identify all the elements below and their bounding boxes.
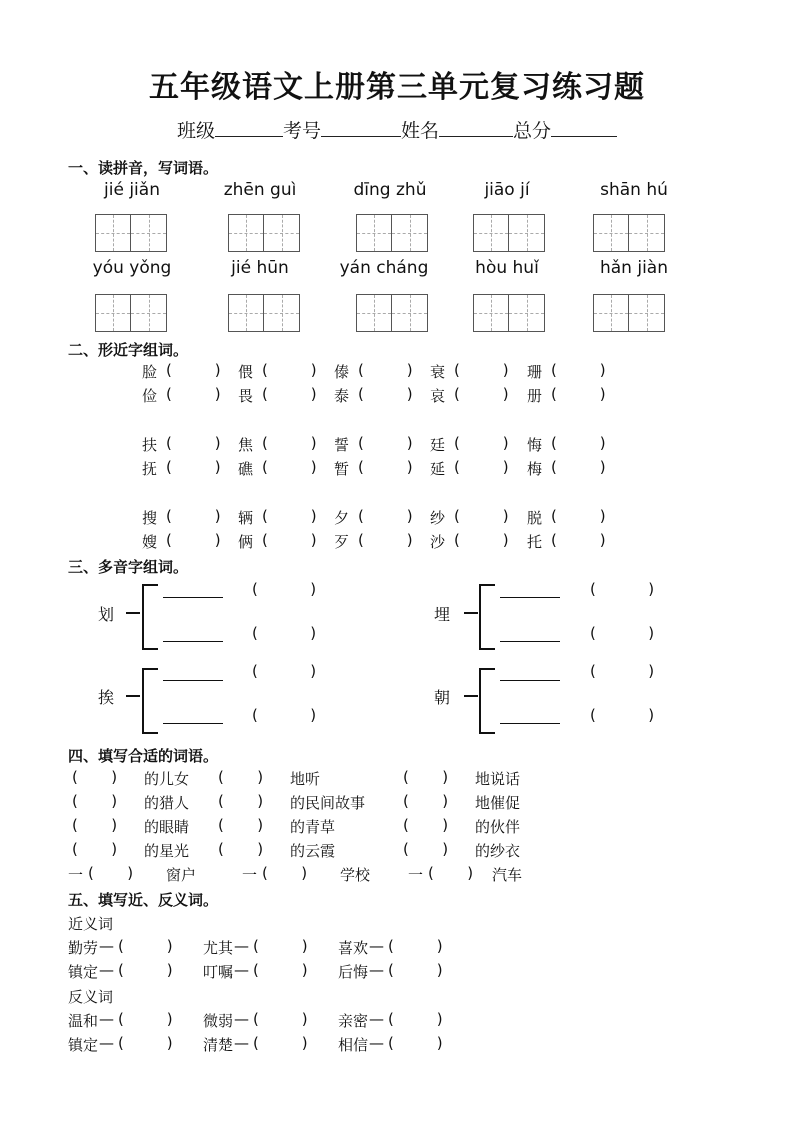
phrase-text: 的伙伴 [475,818,521,836]
answer-paren[interactable]: ( ) [388,1034,443,1052]
word-text: 喜欢 [338,939,369,957]
answer-paren[interactable]: ( ) [403,840,449,858]
dash: — [99,1010,114,1028]
pinyin-paren[interactable]: ( ) [590,580,655,598]
similar-char: 脸 [142,363,158,381]
name-field[interactable] [439,118,513,137]
dash: — [234,961,249,979]
answer-paren[interactable]: ( ) [454,361,509,379]
similar-char: 俭 [142,387,158,405]
answer-paren[interactable]: ( ) [72,792,118,810]
answer-paren[interactable]: ( ) [551,361,606,379]
answer-paren[interactable]: ( ) [166,434,221,452]
pinyin-label: yán cháng [339,258,429,278]
measure-prefix: 一 [68,866,84,884]
word-text: 微弱 [203,1012,234,1030]
similar-char: 偎 [238,363,254,381]
similar-char: 焦 [238,436,254,454]
answer-line[interactable] [163,680,223,681]
answer-line[interactable] [163,723,223,724]
similar-char: 悔 [527,436,543,454]
score-field[interactable] [551,118,617,137]
phrase-text: 的民间故事 [290,794,366,812]
answer-paren[interactable]: ( ) [358,385,413,403]
dash: — [99,937,114,955]
student-info-line [0,116,794,143]
word-text: 叮嘱 [203,963,234,981]
brace-stub [464,612,478,614]
similar-char: 礁 [238,460,254,478]
answer-paren[interactable]: ( ) [166,458,221,476]
similar-char: 抚 [142,460,158,478]
dash: — [234,1034,249,1052]
synonym-label: 近义词 [68,915,114,933]
answer-paren[interactable]: ( ) [118,1034,173,1052]
answer-paren[interactable]: ( ) [454,507,509,525]
similar-char: 歹 [334,533,350,551]
similar-char: 夕 [334,509,350,527]
answer-paren[interactable]: ( ) [358,531,413,549]
phrase-text: 窗户 [166,866,197,884]
answer-paren[interactable]: ( ) [88,864,134,882]
pinyin-label: dīng zhǔ [353,180,427,200]
similar-char: 延 [430,460,446,478]
exam-no-field[interactable] [321,118,401,137]
dash: — [234,1010,249,1028]
answer-paren[interactable]: ( ) [551,385,606,403]
word-text: 温和 [68,1012,99,1030]
brace [142,668,158,734]
tianzige-box[interactable] [593,214,665,252]
pinyin-paren[interactable]: ( ) [590,624,655,642]
similar-char: 扶 [142,436,158,454]
similar-char: 畏 [238,387,254,405]
answer-line[interactable] [500,597,560,598]
answer-line[interactable] [163,641,223,642]
answer-paren[interactable]: ( ) [403,816,449,834]
similar-char: 辆 [238,509,254,527]
dash: — [369,1034,384,1052]
pinyin-paren[interactable]: ( ) [590,706,655,724]
answer-paren[interactable]: ( ) [166,507,221,525]
answer-paren[interactable]: ( ) [358,361,413,379]
answer-paren[interactable]: ( ) [551,434,606,452]
similar-char: 册 [527,387,543,405]
pinyin-label: zhēn guì [223,180,297,200]
answer-paren[interactable]: ( ) [218,840,264,858]
phrase-text: 地说话 [475,770,521,788]
answer-paren[interactable]: ( ) [358,507,413,525]
phrase-text: 地催促 [475,794,521,812]
answer-paren[interactable]: ( ) [454,531,509,549]
class-label: 班级 [176,120,215,142]
similar-char: 衰 [430,363,446,381]
tianzige-box[interactable] [356,294,428,332]
word-text: 尤其 [203,939,234,957]
answer-paren[interactable]: ( ) [262,864,308,882]
tianzige-box[interactable] [356,214,428,252]
answer-paren[interactable]: ( ) [118,937,173,955]
answer-paren[interactable]: ( ) [218,792,264,810]
tianzige-box[interactable] [228,214,300,252]
dash: — [234,937,249,955]
answer-paren[interactable]: ( ) [253,1010,308,1028]
tianzige-box[interactable] [593,294,665,332]
word-text: 清楚 [203,1036,234,1054]
dash: — [369,1010,384,1028]
answer-paren[interactable]: ( ) [454,434,509,452]
measure-prefix: 一 [242,866,258,884]
answer-paren[interactable]: ( ) [253,961,308,979]
answer-paren[interactable]: ( ) [551,507,606,525]
polyphone-char: 划 [98,605,115,624]
similar-char: 泰 [334,387,350,405]
similar-char: 廷 [430,436,446,454]
answer-paren[interactable]: ( ) [72,816,118,834]
section-4-heading: 四、填写合适的词语。 [68,747,219,765]
answer-paren[interactable]: ( ) [166,361,221,379]
pinyin-paren[interactable]: ( ) [590,662,655,680]
word-text: 勤劳 [68,939,99,957]
brace [479,584,495,650]
similar-char: 暂 [334,460,350,478]
pinyin-label: jiāo jí [484,180,530,200]
answer-paren[interactable]: ( ) [72,768,118,786]
pinyin-label: jié hūn [231,258,289,278]
dash: — [369,961,384,979]
answer-paren[interactable]: ( ) [166,385,221,403]
brace [142,584,158,650]
similar-char: 梅 [527,460,543,478]
phrase-text: 的眼睛 [144,818,190,836]
pinyin-label: hǎn jiàn [599,258,668,278]
word-text: 镇定 [68,1036,99,1054]
pinyin-paren[interactable]: ( ) [252,580,317,598]
pinyin-label: jié jiǎn [104,180,160,200]
pinyin-paren[interactable]: ( ) [252,706,317,724]
phrase-text: 地听 [290,770,321,788]
answer-paren[interactable]: ( ) [262,507,317,525]
score-label: 总分 [513,120,552,142]
answer-paren[interactable]: ( ) [72,840,118,858]
phrase-text: 学校 [340,866,371,884]
answer-paren[interactable]: ( ) [551,531,606,549]
answer-paren[interactable]: ( ) [454,458,509,476]
answer-paren[interactable]: ( ) [118,1010,173,1028]
answer-line[interactable] [500,641,560,642]
brace-stub [464,695,478,697]
answer-paren[interactable]: ( ) [118,961,173,979]
section-5-heading: 五、填写近、反义词。 [68,891,219,909]
answer-paren[interactable]: ( ) [218,768,264,786]
measure-prefix: 一 [408,866,424,884]
phrase-text: 的青草 [290,818,336,836]
polyphone-char: 挨 [98,688,115,707]
dash: — [369,937,384,955]
tianzige-box[interactable] [473,294,545,332]
similar-char: 嫂 [142,533,158,551]
answer-line[interactable] [500,723,560,724]
similar-char: 沙 [430,533,446,551]
similar-char: 珊 [527,363,543,381]
pinyin-label: hòu huǐ [475,258,539,278]
answer-paren[interactable]: ( ) [454,385,509,403]
brace-stub [126,695,140,697]
word-text: 镇定 [68,963,99,981]
class-field[interactable] [215,118,283,137]
answer-paren[interactable]: ( ) [262,434,317,452]
answer-paren[interactable]: ( ) [388,937,443,955]
answer-paren[interactable]: ( ) [253,1034,308,1052]
answer-paren[interactable]: ( ) [218,816,264,834]
similar-char: 俩 [238,533,254,551]
phrase-text: 的儿女 [144,770,190,788]
name-label: 姓名 [401,120,440,142]
section-1-heading: 一、读拼音，写词语。 [68,159,219,177]
answer-paren[interactable]: ( ) [403,768,449,786]
answer-paren[interactable]: ( ) [262,361,317,379]
similar-char: 脱 [527,509,543,527]
brace-stub [126,612,140,614]
dash: — [99,961,114,979]
answer-line[interactable] [163,597,223,598]
tianzige-box[interactable] [95,214,167,252]
similar-char: 傣 [334,363,350,381]
pinyin-paren[interactable]: ( ) [252,624,317,642]
page-title: 五年级语文上册第三单元复习练习题 [149,70,645,105]
polyphone-char: 朝 [434,688,451,707]
section-2-heading: 二、形近字组词。 [68,341,189,359]
pinyin-label: yóu yǒng [92,258,172,278]
exam-no-label: 考号 [282,120,321,142]
phrase-text: 汽车 [492,866,523,884]
answer-line[interactable] [500,680,560,681]
phrase-text: 的星光 [144,842,190,860]
brace [479,668,495,734]
answer-paren[interactable]: ( ) [551,458,606,476]
dash: — [99,1034,114,1052]
similar-char: 纱 [430,509,446,527]
answer-paren[interactable]: ( ) [166,531,221,549]
section-3-heading: 三、多音字组词。 [68,558,189,576]
phrase-text: 的猎人 [144,794,190,812]
word-text: 相信 [338,1036,369,1054]
antonym-label: 反义词 [68,988,114,1006]
pinyin-paren[interactable]: ( ) [252,662,317,680]
word-text: 亲密 [338,1012,369,1030]
answer-paren[interactable]: ( ) [388,961,443,979]
tianzige-box[interactable] [473,214,545,252]
tianzige-box[interactable] [228,294,300,332]
answer-paren[interactable]: ( ) [262,458,317,476]
answer-paren[interactable]: ( ) [403,792,449,810]
similar-char: 搜 [142,509,158,527]
word-text: 后悔 [338,963,369,981]
similar-char: 哀 [430,387,446,405]
answer-paren[interactable]: ( ) [358,434,413,452]
answer-paren[interactable]: ( ) [262,531,317,549]
answer-paren[interactable]: ( ) [358,458,413,476]
tianzige-box[interactable] [95,294,167,332]
answer-paren[interactable]: ( ) [262,385,317,403]
answer-paren[interactable]: ( ) [253,937,308,955]
pinyin-label: shān hú [600,180,668,200]
phrase-text: 的纱衣 [475,842,521,860]
phrase-text: 的云霞 [290,842,336,860]
similar-char: 誓 [334,436,350,454]
similar-char: 托 [527,533,543,551]
polyphone-char: 埋 [434,605,451,624]
answer-paren[interactable]: ( ) [388,1010,443,1028]
answer-paren[interactable]: ( ) [428,864,474,882]
